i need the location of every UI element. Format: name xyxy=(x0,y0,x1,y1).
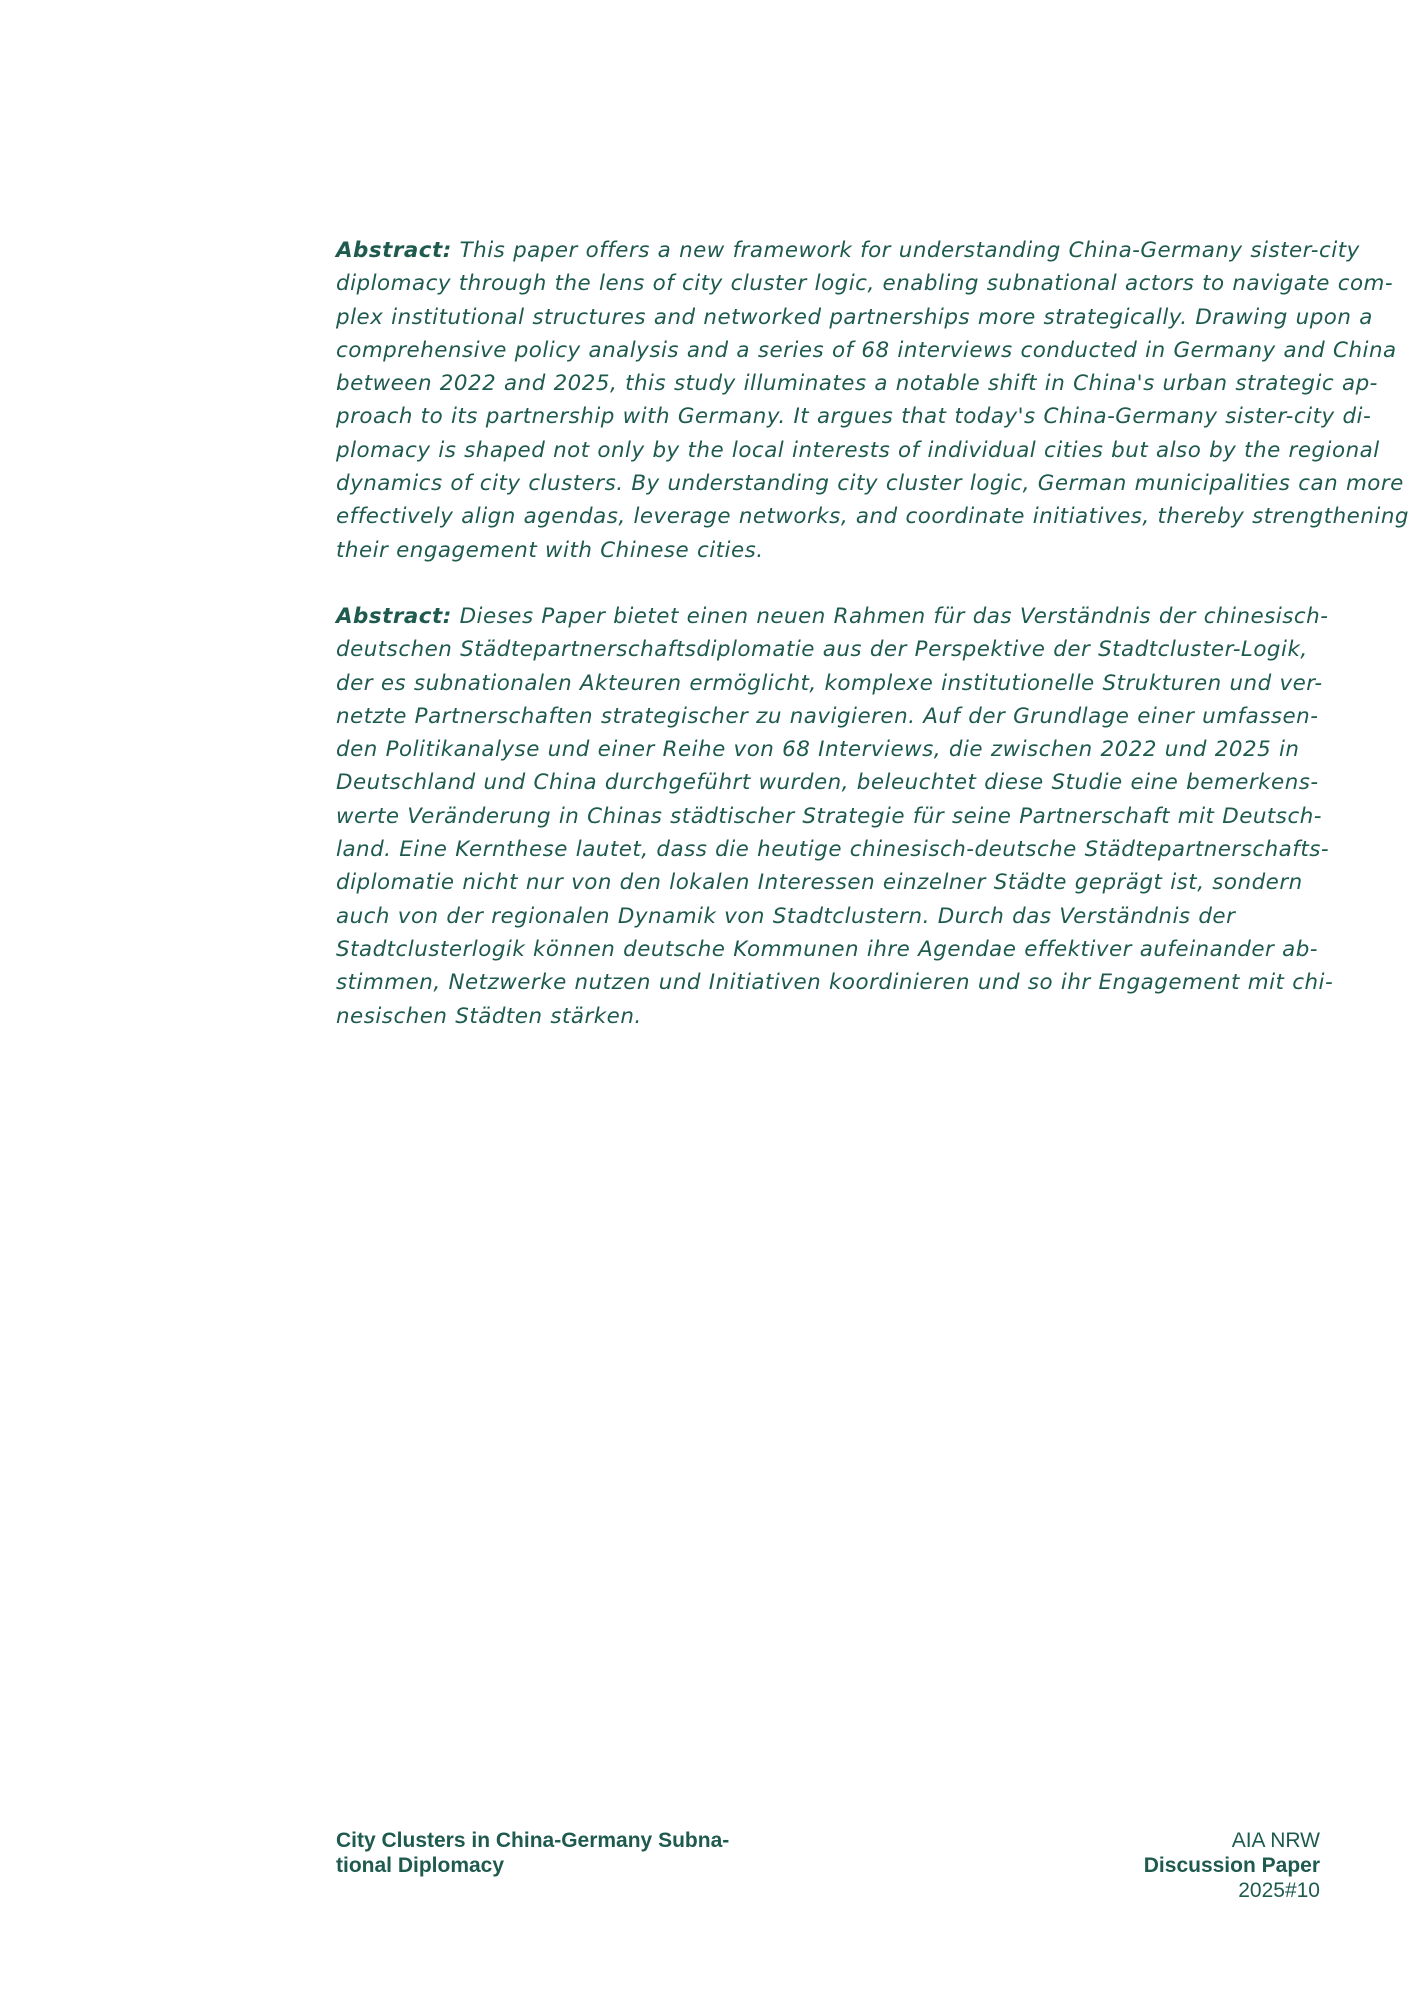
abstract-de-line-4: netzte Partnerschaften strategischer zu navigieren. Auf der Grundlage einer umfassen- xyxy=(336,703,1319,729)
abstract-en-label: Abstract: xyxy=(336,238,452,263)
abstract-de-line-11: Stadtclusterlogik können deutsche Kommunen ihre Agendae effektiver aufeinander ab- xyxy=(336,936,1318,962)
footer-issue-number: 2025#10 xyxy=(1238,1879,1320,1902)
abstract-en-line-3: plex institutional structures and networked partnerships more strategically. Drawing upon a xyxy=(336,304,1373,330)
footer-series-info xyxy=(1144,1828,1320,1903)
abstract-de-line-1: Abstract: Dieses Paper bietet einen neuen Rahmen für das Verständnis der chinesisch- xyxy=(336,604,1329,629)
abstract-de-line-10: auch von der regionalen Dynamik von Stadtclustern. Durch das Verständnis der xyxy=(336,903,1236,929)
abstract-de-line-6: Deutschland und China durchgeführt wurden, beleuchtet diese Studie eine bemerkens- xyxy=(336,770,1319,796)
footer-title-line-2: tional Diplomacy xyxy=(336,1854,505,1877)
abstract-de-line-9: diplomatie nicht nur von den lokalen Interessen einzelner Städte geprägt ist, sondern xyxy=(336,870,1303,896)
footer-title-line-1: City Clusters in China-Germany Subna- xyxy=(336,1829,730,1852)
abstract-de-line-13: nesischen Städten stärken. xyxy=(336,1003,642,1029)
abstract-en-line-7: plomacy is shaped not only by the local interests of individual cities but also by the regional xyxy=(336,437,1380,463)
abstract-english xyxy=(336,234,1409,567)
abstract-en-line-8: dynamics of city clusters. By understanding city cluster logic, German municipalities can more xyxy=(336,471,1404,497)
abstract-en-line-4: comprehensive policy analysis and a series of 68 interviews conducted in Germany and China xyxy=(336,337,1397,363)
abstract-de-line-7: werte Veränderung in Chinas städtischer Strategie für seine Partnerschaft mit Deutsch- xyxy=(336,803,1322,829)
abstract-en-line-5: between 2022 and 2025, this study illuminates a notable shift in China's urban strategic ap- xyxy=(336,371,1378,397)
abstract-german xyxy=(336,600,1334,1033)
abstract-de-line-2: deutschen Städtepartnerschaftsdiplomatie aus der Perspektive der Stadtcluster-Logik, xyxy=(336,637,1308,663)
abstract-de-line-3: der es subnationalen Akteuren ermöglicht, komplexe institutionelle Strukturen und ver- xyxy=(336,670,1323,696)
footer-series: Discussion Paper xyxy=(1143,1854,1320,1877)
abstract-en-line-1: Abstract: This paper offers a new framework for understanding China-Germany sister-city xyxy=(336,238,1360,263)
footer-paper-title xyxy=(336,1828,796,1878)
abstract-en-line-9: effectively align agendas, leverage networks, and coordinate initiatives, thereby strengthening xyxy=(336,504,1409,530)
abstract-de-line-12: stimmen, Netzwerke nutzen und Initiativen koordinieren und so ihr Engagement mit chi- xyxy=(336,970,1334,996)
abstract-en-line-10: their engagement with Chinese cities. xyxy=(336,537,764,563)
abstract-de-line-5: den Politikanalyse und einer Reihe von 68 Interviews, die zwischen 2022 und 2025 in xyxy=(336,737,1300,763)
footer-publisher: AIA NRW xyxy=(1231,1829,1320,1852)
abstract-en-line-2: diplomacy through the lens of city cluster logic, enabling subnational actors to navigate com- xyxy=(336,271,1394,297)
abstract-de-line-8: land. Eine Kernthese lautet, dass die heutige chinesisch-deutsche Städtepartnerschafts- xyxy=(336,837,1330,863)
abstract-de-label: Abstract: xyxy=(336,604,452,629)
abstract-en-line-6: proach to its partnership with Germany. It argues that today's China-Germany sister-city di- xyxy=(336,404,1372,430)
